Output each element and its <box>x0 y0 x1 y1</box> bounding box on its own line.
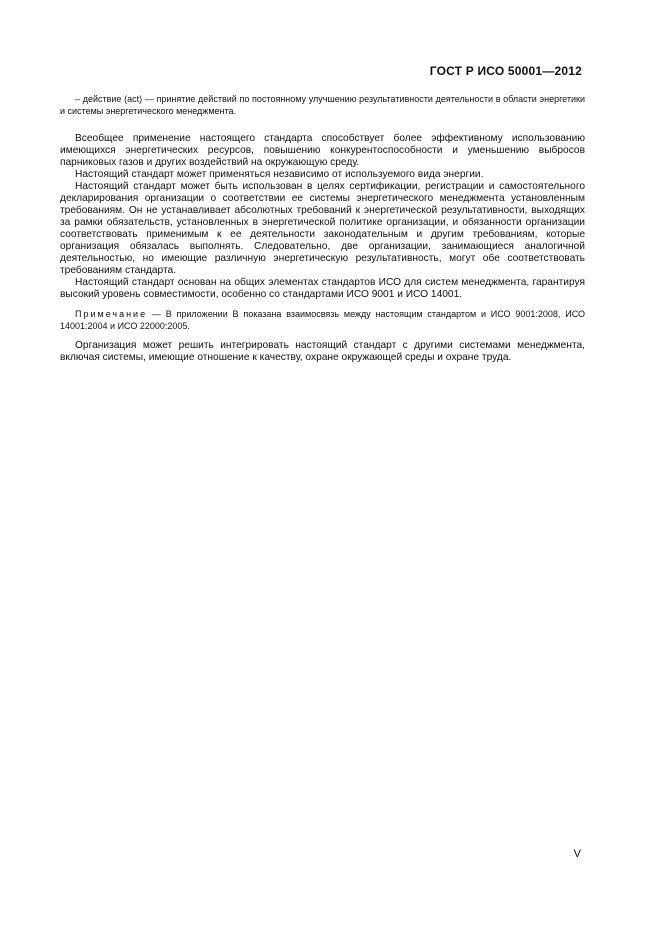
paragraph-iso-elements: Настоящий стандарт основан на общих элементах стандартов ИСО для систем менеджмента, гарантируя высокий уровень совместимости, особенно со стандартами ИСО 9001 и ИСО 14001. <box>60 277 585 300</box>
note-text: — В приложении В показана взаимосвязь между настоящим стандартом и ИСО 9001:2008, ИСО 14001:2004 и ИСО 22000:2005. <box>60 309 585 331</box>
document-header: ГОСТ Р ИСО 50001—2012 <box>429 64 582 78</box>
act-list-item: – действие (act) — принятие действий по постоянному улучшению результативности деятельности в области энергетики и системы энергетического менеджмента. <box>60 94 585 116</box>
paragraph-energy-type: Настоящий стандарт может применяться независимо от используемого вида энергии. <box>75 169 484 180</box>
paragraph-certification: Настоящий стандарт может быть использован в целях сертификации, регистрации и самостоятельного декларирования организации о соответствии ее системы энергетического менеджмента установленным требованиям. Он не устанавливает абсолютных требований к энергетической результативности, выходящих за рамки обязательств, установленных в энергетической политике организации, и обязанности организации соответствовать применимым к ее деятельности законодательным и другим требованиям, которые организация обязалась выполнять. Следовательно, две организации, занимающиеся аналогичной деятельностью, но имеющие различную энергетическую результативность, могут обе соответствовать требованиям стандарта. <box>60 181 585 276</box>
note-label: Примечание <box>75 309 148 319</box>
paragraph-integration: Организация может решить интегрировать настоящий стандарт с другими системами менеджмента, включая системы, имеющие отношение к качеству, охране окружающей среды и охране труда. <box>60 340 585 363</box>
page-number: V <box>573 848 581 860</box>
page-content <box>60 94 585 364</box>
note-paragraph <box>60 309 585 332</box>
paragraph-applicability: Всеобщее применение настоящего стандарта способствует более эффективному использованию имеющихся энергетических ресурсов, повышению конкурентоспособности и уменьшению выбросов парниковых газов и других воздействий на окружающую среду. <box>60 133 585 168</box>
